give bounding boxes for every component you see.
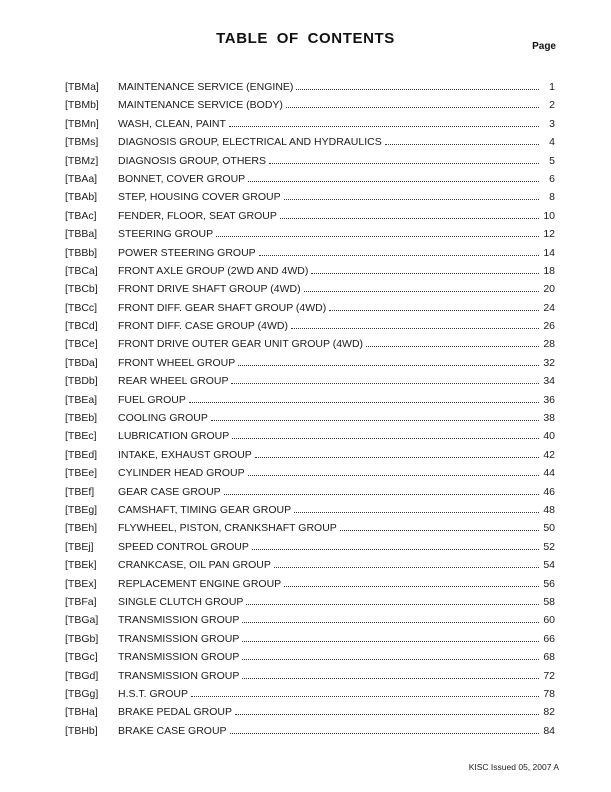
toc-entry-title: REAR WHEEL GROUP	[118, 375, 229, 388]
dotted-leader	[216, 236, 539, 237]
toc-entry	[65, 78, 555, 96]
dotted-leader	[252, 549, 539, 550]
toc-entry-title: TRANSMISSION GROUP	[118, 669, 240, 682]
dotted-leader	[246, 604, 539, 605]
toc-entry-page: 78	[543, 687, 555, 700]
toc-entry	[65, 115, 555, 133]
toc-entry-page: 10	[543, 209, 555, 222]
toc-entry-code: [TBEh]	[65, 522, 98, 535]
toc-entry	[65, 648, 555, 666]
toc-entry-page: 84	[543, 724, 555, 737]
toc-entry-title: REPLACEMENT ENGINE GROUP	[118, 577, 282, 590]
toc-entry-code: [TBEc]	[65, 430, 97, 443]
dotted-leader	[230, 733, 539, 734]
toc-entry-code: [TBGc]	[65, 651, 98, 664]
toc-entry-title: WASH, CLEAN, PAINT	[118, 117, 226, 130]
toc-entry-title: MAINTENANCE SERVICE (BODY)	[118, 99, 283, 112]
toc-list	[65, 78, 555, 740]
toc-entry	[65, 501, 555, 519]
toc-entry-page: 56	[543, 577, 555, 590]
dotted-leader	[304, 291, 539, 292]
toc-entry-title: TRANSMISSION GROUP	[118, 632, 240, 645]
toc-entry-page: 2	[549, 99, 555, 112]
dotted-leader	[211, 420, 539, 421]
toc-entry-page: 26	[543, 320, 555, 333]
toc-entry-page: 4	[549, 136, 555, 149]
toc-entry-code: [TBEk]	[65, 559, 97, 572]
toc-entry-code: [TBAb]	[65, 191, 98, 204]
toc-entry-page: 28	[543, 338, 555, 351]
toc-entry-page: 68	[543, 651, 555, 664]
toc-entry	[65, 170, 555, 188]
toc-entry	[65, 685, 555, 703]
toc-entry-page: 82	[543, 706, 555, 719]
toc-entry-page: 12	[543, 228, 555, 241]
toc-entry	[65, 722, 555, 740]
page-title: TABLE OF CONTENTS	[216, 30, 395, 47]
toc-entry-title: FRONT WHEEL GROUP	[118, 356, 236, 369]
dotted-leader	[269, 163, 539, 164]
toc-entry-page: 34	[543, 375, 555, 388]
dotted-leader	[242, 678, 539, 679]
toc-entry-code: [TBEx]	[65, 577, 97, 590]
toc-entry-code: [TBGg]	[65, 687, 99, 700]
dotted-leader	[235, 714, 539, 715]
toc-entry-code: [TBDb]	[65, 375, 98, 388]
dotted-leader	[231, 383, 539, 384]
toc-entry-page: 3	[549, 117, 555, 130]
toc-entry-title: LUBRICATION GROUP	[118, 430, 230, 443]
toc-entry-code: [TBMa]	[65, 81, 99, 93]
toc-entry-code: [TBAc]	[65, 209, 97, 222]
toc-entry-title: TRANSMISSION GROUP	[118, 614, 240, 627]
toc-entry-page: 36	[543, 393, 555, 406]
toc-entry-code: [TBCd]	[65, 320, 98, 333]
toc-entry	[65, 483, 555, 501]
footer-issue-note: KISC Issued 05, 2007 A	[468, 762, 559, 772]
toc-entry-title: MAINTENANCE SERVICE (ENGINE)	[118, 81, 294, 93]
dotted-leader	[291, 328, 539, 329]
toc-entry-code: [TBMn]	[65, 117, 99, 130]
toc-entry-title: SINGLE CLUTCH GROUP	[118, 595, 244, 608]
toc-entry-code: [TBEf]	[65, 485, 95, 498]
toc-entry-title: COOLING GROUP	[118, 412, 208, 425]
toc-entry	[65, 225, 555, 243]
toc-entry	[65, 593, 555, 611]
dotted-leader	[286, 107, 539, 108]
toc-entry-page: 58	[543, 595, 555, 608]
toc-entry-title: POWER STEERING GROUP	[118, 246, 256, 259]
toc-entry-code: [TBEe]	[65, 467, 98, 480]
toc-entry-title: SPEED CONTROL GROUP	[118, 540, 249, 553]
toc-entry-title: FLYWHEEL, PISTON, CRANKSHAFT GROUP	[118, 522, 337, 535]
toc-entry	[65, 354, 555, 372]
toc-entry-page: 42	[543, 448, 555, 461]
toc-entry-title: FRONT DIFF. GEAR SHAFT GROUP (4WD)	[118, 301, 327, 314]
toc-entry-title: FRONT DRIVE OUTER GEAR UNIT GROUP (4WD)	[118, 338, 364, 351]
toc-entry	[65, 391, 555, 409]
toc-entry-title: FUEL GROUP	[118, 393, 186, 406]
toc-entry-title: STEERING GROUP	[118, 228, 214, 241]
dotted-leader	[311, 273, 539, 274]
toc-entry	[65, 556, 555, 574]
toc-entry-title: FRONT DIFF. CASE GROUP (4WD)	[118, 320, 288, 333]
toc-entry-title: BRAKE PEDAL GROUP	[118, 706, 232, 719]
toc-entry-code: [TBGa]	[65, 614, 99, 627]
dotted-leader	[229, 126, 539, 127]
toc-entry-code: [TBMz]	[65, 154, 99, 167]
toc-entry-code: [TBFa]	[65, 595, 97, 608]
dotted-leader	[242, 659, 539, 660]
dotted-leader	[238, 365, 539, 366]
toc-entry	[65, 464, 555, 482]
dotted-leader	[284, 586, 539, 587]
toc-entry-code: [TBGb]	[65, 632, 99, 645]
dotted-leader	[191, 696, 539, 697]
toc-entry-title: CRANKCASE, OIL PAN GROUP	[118, 559, 271, 572]
toc-entry-code: [TBCa]	[65, 264, 98, 277]
toc-entry	[65, 630, 555, 648]
toc-entry-title: BONNET, COVER GROUP	[118, 172, 246, 185]
toc-entry-code: [TBBb]	[65, 246, 98, 259]
toc-entry-page: 40	[543, 430, 555, 443]
toc-entry-page: 50	[543, 522, 555, 535]
toc-entry	[65, 262, 555, 280]
toc-entry	[65, 96, 555, 114]
toc-entry-page: 20	[543, 283, 555, 296]
toc-entry-code: [TBMb]	[65, 99, 99, 112]
toc-entry-code: [TBGd]	[65, 669, 99, 682]
dotted-leader	[255, 457, 539, 458]
toc-entry-title: BRAKE CASE GROUP	[118, 724, 227, 737]
toc-entry-page: 14	[543, 246, 555, 259]
toc-entry-page: 54	[543, 559, 555, 572]
toc-entry-code: [TBEa]	[65, 393, 98, 406]
toc-entry	[65, 519, 555, 537]
toc-entry-code: [TBHa]	[65, 706, 98, 719]
toc-entry-page: 8	[549, 191, 555, 204]
toc-entry-title: DIAGNOSIS GROUP, ELECTRICAL AND HYDRAULICS	[118, 136, 382, 149]
toc-entry-title: DIAGNOSIS GROUP, OTHERS	[118, 154, 266, 167]
dotted-leader	[280, 218, 539, 219]
toc-entry-title: FRONT DRIVE SHAFT GROUP (4WD)	[118, 283, 301, 296]
dotted-leader	[242, 622, 539, 623]
toc-entry-title: CYLINDER HEAD GROUP	[118, 467, 245, 480]
toc-entry	[65, 611, 555, 629]
toc-entry-page: 52	[543, 540, 555, 553]
dotted-leader	[248, 475, 539, 476]
dotted-leader	[385, 144, 539, 145]
toc-entry-page: 18	[543, 264, 555, 277]
toc-entry-code: [TBEb]	[65, 412, 98, 425]
dotted-leader	[189, 402, 539, 403]
toc-entry-page: 66	[543, 632, 555, 645]
toc-entry	[65, 152, 555, 170]
dotted-leader	[248, 181, 539, 182]
dotted-leader	[366, 346, 539, 347]
toc-entry-code: [TBEd]	[65, 448, 98, 461]
toc-entry-code: [TBMs]	[65, 136, 99, 149]
toc-entry-code: [TBDa]	[65, 356, 98, 369]
toc-entry-title: FRONT AXLE GROUP (2WD AND 4WD)	[118, 264, 309, 277]
toc-entry-title: CAMSHAFT, TIMING GEAR GROUP	[118, 503, 292, 516]
toc-entry-code: [TBCe]	[65, 338, 98, 351]
page-column-label: Page	[532, 41, 556, 52]
toc-entry-code: [TBEg]	[65, 503, 98, 516]
toc-entry	[65, 703, 555, 721]
toc-entry-page: 60	[543, 614, 555, 627]
toc-entry-page: 24	[543, 301, 555, 314]
toc-entry-page: 48	[543, 503, 555, 516]
toc-entry-page: 46	[543, 485, 555, 498]
dotted-leader	[284, 199, 539, 200]
dotted-leader	[329, 310, 539, 311]
dotted-leader	[242, 641, 539, 642]
toc-entry	[65, 575, 555, 593]
toc-entry-page: 44	[543, 467, 555, 480]
dotted-leader	[340, 530, 539, 531]
toc-entry-code: [TBBa]	[65, 228, 98, 241]
toc-entry	[65, 372, 555, 390]
toc-entry-title: H.S.T. GROUP	[118, 687, 189, 700]
dotted-leader	[232, 438, 539, 439]
toc-entry-code: [TBEj]	[65, 540, 94, 553]
toc-entry	[65, 317, 555, 335]
toc-entry-page: 5	[549, 154, 555, 167]
toc-entry	[65, 667, 555, 685]
toc-entry	[65, 299, 555, 317]
toc-entry-title: INTAKE, EXHAUST GROUP	[118, 448, 252, 461]
dotted-leader	[294, 512, 539, 513]
toc-entry-page: 1	[549, 81, 555, 93]
toc-entry	[65, 133, 555, 151]
toc-entry	[65, 188, 555, 206]
toc-entry	[65, 335, 555, 353]
dotted-leader	[296, 89, 539, 90]
toc-entry-title: FENDER, FLOOR, SEAT GROUP	[118, 209, 277, 222]
toc-entry-title: STEP, HOUSING COVER GROUP	[118, 191, 281, 204]
toc-entry-title: GEAR CASE GROUP	[118, 485, 221, 498]
toc-entry-code: [TBHb]	[65, 724, 98, 737]
dotted-leader	[274, 567, 539, 568]
toc-entry-page: 38	[543, 412, 555, 425]
toc-entry	[65, 280, 555, 298]
toc-entry	[65, 446, 555, 464]
dotted-leader	[224, 494, 539, 495]
toc-entry	[65, 427, 555, 445]
toc-entry-page: 72	[543, 669, 555, 682]
dotted-leader	[259, 255, 539, 256]
toc-entry-code: [TBAa]	[65, 172, 98, 185]
toc-entry	[65, 409, 555, 427]
toc-entry-page: 6	[549, 172, 555, 185]
toc-entry	[65, 207, 555, 225]
toc-entry-page: 32	[543, 356, 555, 369]
toc-entry-title: TRANSMISSION GROUP	[118, 651, 240, 664]
toc-entry-code: [TBCb]	[65, 283, 98, 296]
toc-entry	[65, 244, 555, 262]
toc-entry	[65, 538, 555, 556]
toc-entry-code: [TBCc]	[65, 301, 98, 314]
